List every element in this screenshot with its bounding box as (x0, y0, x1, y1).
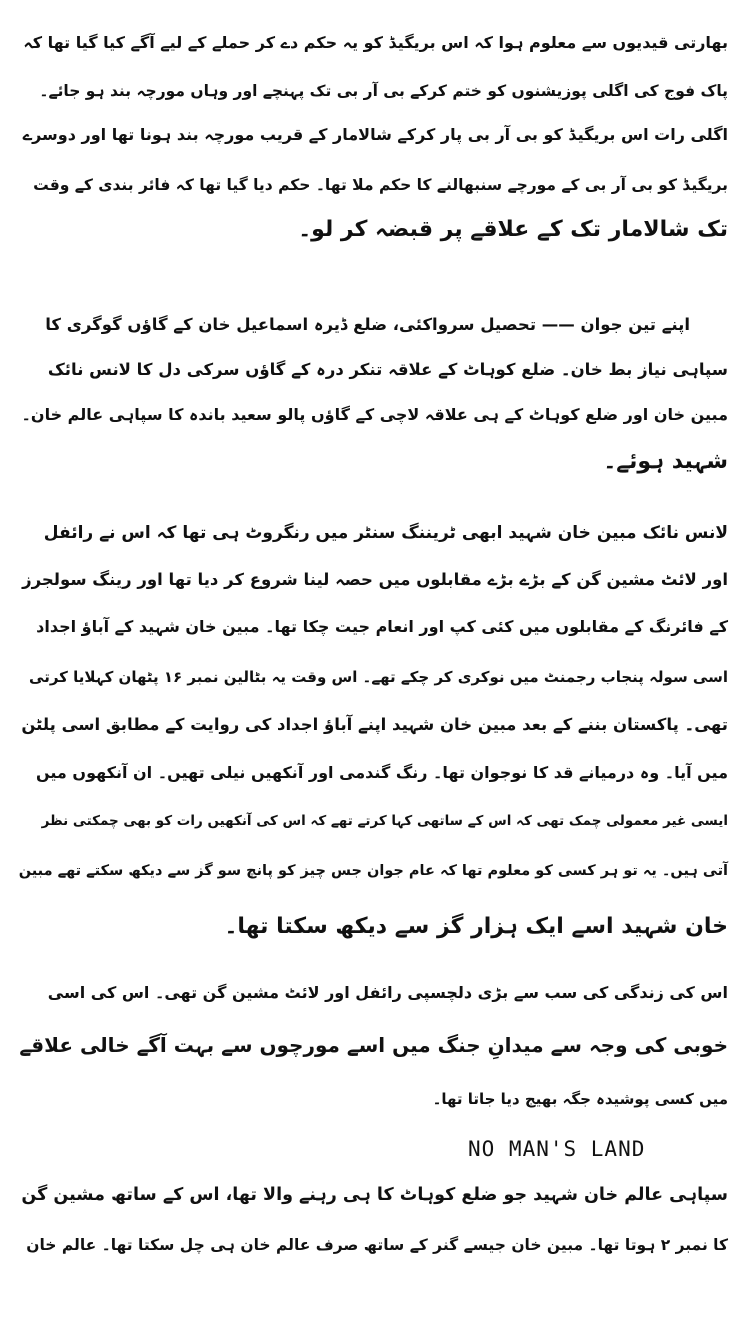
text-line: میں آیا۔ وہ درمیانے قد کا نوجوان تھا۔ رنگ گندمی اور آنکھیں نیلی تھیں۔ ان آنکھوں میں (36, 763, 728, 782)
text-line: سپاہی عالم خان شہید جو ضلع کوہاٹ کا ہی رہنے والا تھا، اس کے ساتھ مشین گن (21, 1185, 728, 1205)
text-line: اسی سولہ پنجاب رجمنٹ میں نوکری کر چکے تھے۔ اس وقت یہ بٹالین نمبر ۱۶ پٹھان کہلایا کرتی (29, 668, 728, 686)
text-line: لانس نائک مبین خان شہید ابھی ٹریننگ سنٹر میں رنگروٹ ہی تھا کہ اس نے رائفل (43, 523, 728, 543)
text-line: تھی۔ پاکستان بننے کے بعد مبین خان شہید اپنے آباؤ اجداد کی روایت کے مطابق اسی پلٹن (21, 715, 728, 734)
text-line: پاک فوج کی اگلی پوزیشنوں کو ختم کرکے بی آر بی تک پہنچے اور وہاں مورچہ بند ہو جائے۔ (39, 82, 728, 100)
text-line: میں کسی پوشیدہ جگہ بھیج دیا جاتا تھا۔ (432, 1090, 728, 1108)
text-line: تک شالامار تک کے علاقے پر قبضہ کر لو۔ (298, 217, 728, 242)
text-line: اور لائٹ مشین گن کے بڑے بڑے مقابلوں میں حصہ لینا شروع کر دیا تھا اور رینگ سولجرز (22, 570, 728, 589)
text-line: کا نمبر ۲ ہوتا تھا۔ مبین خان جیسے گنر کے ساتھ صرف عالم خان ہی چل سکتا تھا۔ عالم خان (26, 1236, 728, 1254)
text-line: ایسی غیر معمولی چمک تھی کہ اس کے ساتھی کہا کرتے تھے کہ اس کی آنکھیں رات کو بھی چمکتی نظر (41, 813, 728, 829)
text-line: اس کی زندگی کی سب سے بڑی دلچسپی رائفل اور لائٹ مشین گن تھی۔ اس کی اسی (47, 983, 728, 1002)
text-line: بریگیڈ کو بی آر بی کے مورچے سنبھالنے کا حکم ملا تھا۔ حکم دیا گیا تھا کہ فائر بندی کے وقت (33, 176, 728, 194)
text-line: سپاہی نیاز بط خان۔ ضلع کوہاٹ کے علاقہ تنکر درہ کے گاؤں سرکی دل کا لانس نائک (47, 360, 728, 379)
text-line: کے فائرنگ کے مقابلوں میں کئی کپ اور انعام جیت چکا تھا۔ مبین خان شہید کے آباؤ اجداد (36, 617, 728, 636)
text-line: خوبی کی وجہ سے میدانِ جنگ میں اسے مورچوں سے بہت آگے خالی علاقے (19, 1033, 728, 1057)
text-line: خان شہید اسے ایک ہزار گز سے دیکھ سکتا تھا۔ (224, 914, 728, 939)
text-line: اپنے تین جوان —— تحصیل سرواکئی، ضلع ڈیرہ اسماعیل خان کے گاؤں گوگری کا (45, 315, 690, 334)
text-line: اگلی رات اس بریگیڈ کو بی آر بی پار کرکے شالامار کے قریب مورچہ بند ہونا تھا اور دوسرے (22, 125, 728, 144)
text-line: مبین خان اور ضلع کوہاٹ کے ہی علاقہ لاچی کے گاؤں پالو سعید باندہ کا سپاہی عالم خان۔ (21, 405, 728, 424)
text-line: آتی ہیں۔ یہ تو ہر کسی کو معلوم تھا کہ عام جوان جس چیز کو پانچ سو گز سے دیکھ سکتے تھے مبین (18, 863, 728, 879)
text-line: شہید ہوئے۔ (603, 449, 728, 474)
no-mans-land-label: NO MAN'S LAND (468, 1137, 646, 1161)
text-line: بھارتی قیدیوں سے معلوم ہوا کہ اس بریگیڈ کو یہ حکم دے کر حملے کے لیے آگے کیا گیا تھا کہ (23, 33, 728, 52)
